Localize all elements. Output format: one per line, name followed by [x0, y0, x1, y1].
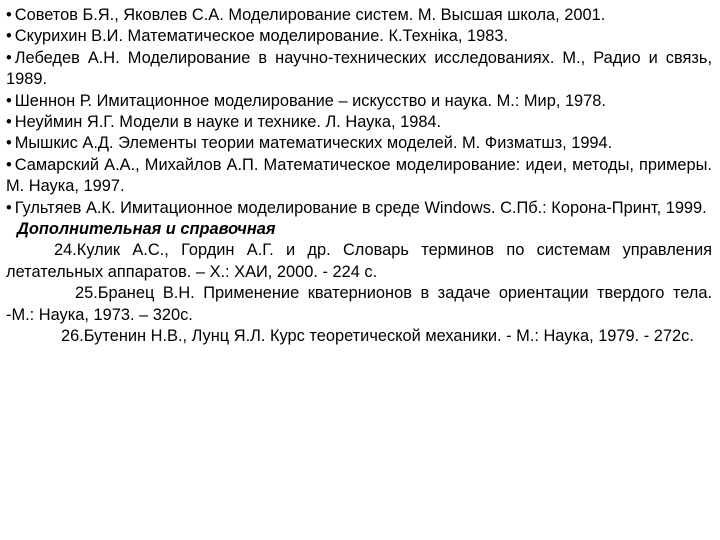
bullet-icon: • [6, 155, 12, 174]
bullet-icon: • [6, 198, 12, 217]
section-heading: Дополнительная и справочная [17, 220, 276, 239]
bibliography-entry-text: Гультяев А.К. Имитационное моделирование в среде Windows. С.Пб.: Корона-Принт, 1999. [14, 198, 707, 217]
bibliography-entry-text: Скурихин В.И. Математическое моделирование. К.Техніка, 1983. [14, 27, 509, 46]
bibliography-page [6, 5, 712, 348]
bullet-icon: • [6, 48, 12, 67]
numbered-list-item: 24.Кулик А.С., Гордин А.Г. и др. Словарь терминов по системам управления летательных аппаратов. – Х.: ХАИ, 2000. - 224 с. [6, 241, 712, 281]
numbered-list-item: 25.Бранец В.Н. Применение кватернионов в задаче ориентации твердого тела. -М.: Наука, 1973. – 320с. [6, 284, 712, 324]
list-item [6, 5, 712, 26]
bullet-icon: • [6, 113, 12, 132]
list-item [6, 48, 712, 91]
bullet-icon: • [6, 6, 12, 24]
list-item [6, 26, 712, 47]
bullet-icon: • [6, 27, 12, 46]
bibliography-entry-text: Шеннон Р. Имитационное моделирование – искусство и наука. М.: Мир, 1978. [14, 91, 606, 110]
list-item [6, 198, 712, 219]
bibliography-entry-text: Советов Б.Я., Яковлев С.А. Моделирование систем. М. Высшая школа, 2001. [14, 6, 606, 24]
bibliography-entry-text: Самарский А.А., Михайлов А.П. Математическое моделирование: идеи, методы, примеры. М. Наука, 1997. [6, 155, 712, 196]
list-item [6, 155, 712, 198]
list-item [6, 133, 712, 154]
bibliography-entry-text: Мышкис А.Д. Элементы теории математических моделей. М. Физматшз, 1994. [14, 134, 613, 153]
bullet-icon: • [6, 91, 12, 110]
bullet-icon: • [6, 134, 12, 153]
bibliography-entry-text: Неуймин Я.Г. Модели в науке и технике. Л. Наука, 1984. [14, 113, 442, 132]
bibliography-entry-text: Лебедев А.Н. Моделирование в научно-технических исследованиях. М., Радио и связь, 1989. [6, 48, 712, 89]
list-item [6, 91, 712, 112]
list-item [6, 112, 712, 133]
numbered-list-item: 26.Бутенин Н.В., Лунц Я.Л. Курс теоретической механики. - М.: Наука, 1979. - 272с. [61, 327, 694, 346]
